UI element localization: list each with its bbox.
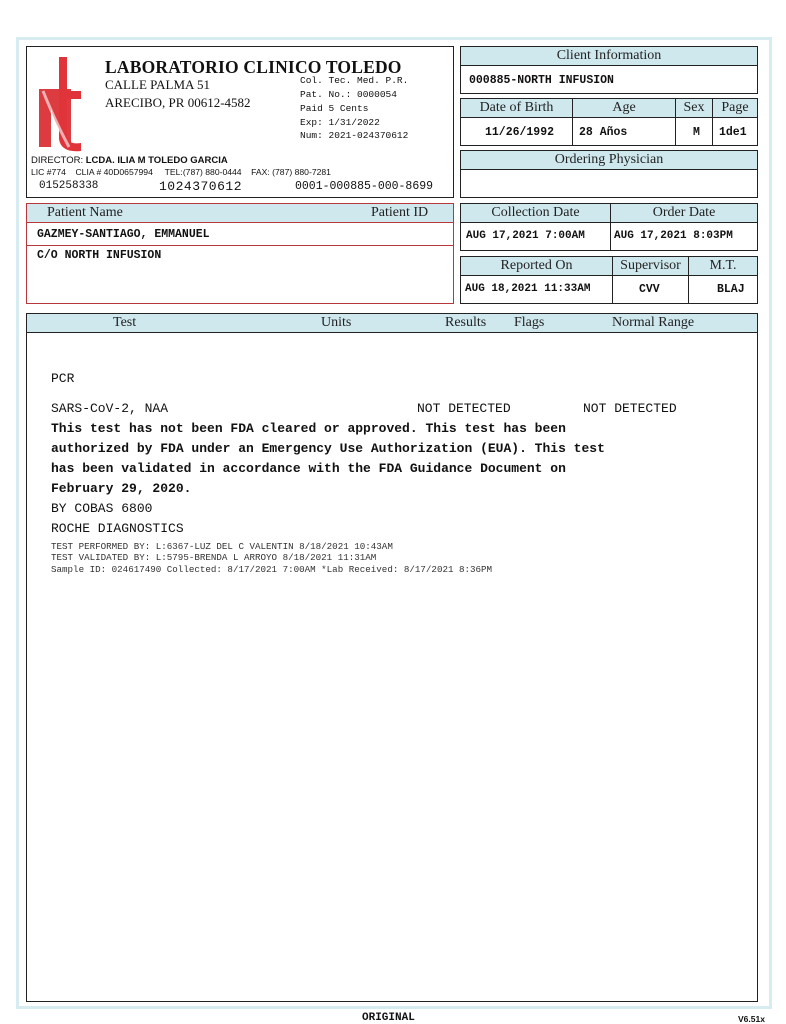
test-result: NOT DETECTED: [417, 401, 511, 416]
demographics-box: [460, 117, 758, 146]
physician-box: [460, 169, 758, 198]
sex-value: M: [693, 126, 700, 139]
reported-on-label: Reported On: [461, 257, 613, 275]
pat-no: Pat. No.: 0000054: [300, 89, 397, 100]
code-1: 015258338: [39, 180, 99, 192]
supervisor-label: Supervisor: [613, 257, 689, 275]
director-label: DIRECTOR:: [31, 155, 84, 166]
page-value: 1de1: [719, 126, 747, 139]
test-name: SARS-CoV-2, NAA: [51, 401, 169, 416]
code-3: 0001-000885-000-8699: [295, 180, 434, 193]
patient-name-label: Patient Name: [47, 205, 123, 220]
patient-divider: [27, 245, 453, 246]
patient-header: [26, 203, 454, 223]
client-info-box: [460, 65, 758, 94]
footer-version: V6.51x: [738, 1014, 765, 1024]
lab-address-line2: ARECIBO, PR 00612-4582: [105, 95, 251, 110]
col-test: Test: [113, 315, 137, 330]
license-line: [31, 167, 331, 177]
dates-header: [460, 203, 758, 223]
note-line-4: February 29, 2020.: [51, 481, 192, 496]
mt-value: BLAJ: [717, 283, 745, 296]
dob-label: Date of Birth: [461, 99, 573, 117]
reported-on-value: AUG 18,2021 11:33AM: [465, 283, 591, 295]
sample-info: Sample ID: 024617490 Collected: 8/17/2021 7:00AM *Lab Received: 8/17/2021 8:36PM: [51, 564, 493, 575]
order-date-label: Order Date: [652, 205, 716, 220]
lab-name: LABORATORIO CLINICO TOLEDO: [105, 57, 402, 77]
section-pcr: PCR: [51, 371, 75, 386]
supervisor-value: CVV: [639, 283, 660, 296]
col-flags: Flags: [514, 315, 545, 330]
tel-number: TEL:(787) 880-0444: [164, 167, 242, 177]
note-line-1: This test has not been FDA cleared or approved. This test has been: [51, 421, 566, 436]
page-label: Page: [721, 100, 749, 115]
age-label: Age: [573, 99, 676, 117]
collection-date-label: Collection Date: [461, 204, 611, 222]
client-info-value: 000885-NORTH INFUSION: [469, 74, 614, 87]
col-tec-label: Col. Tec. Med. P.R.: [300, 75, 409, 86]
director-line: [31, 155, 228, 166]
test-normal-range: NOT DETECTED: [583, 401, 677, 416]
report-header: [460, 256, 758, 276]
collection-date-value: AUG 17,2021 7:00AM: [466, 230, 585, 242]
lab-address-line1: CALLE PALMA 51: [105, 77, 210, 92]
patient-name: GAZMEY-SANTIAGO, EMMANUEL: [37, 228, 210, 241]
col-units: Units: [321, 315, 352, 330]
note-line-2: authorized by FDA under an Emergency Use Authorization (EUA). This test: [51, 441, 605, 456]
note-line-6: ROCHE DIAGNOSTICS: [51, 521, 184, 536]
physician-header: Ordering Physician: [460, 150, 758, 170]
client-info-header: Client Information: [460, 46, 758, 66]
demographics-header: [460, 98, 758, 118]
note-line-3: has been validated in accordance with the FDA Guidance Document on: [51, 461, 566, 476]
paid-cents: Paid 5 Cents: [300, 103, 369, 114]
lic-number: LIC #774: [31, 167, 66, 177]
sex-label: Sex: [676, 99, 713, 117]
patient-box: [26, 222, 454, 304]
col-results: Results: [445, 315, 487, 330]
clia-number: CLIA # 40D0657994: [75, 167, 153, 177]
results-box: [26, 332, 758, 1002]
report-box: [460, 275, 758, 304]
director-name: LCDA. ILIA M TOLEDO GARCIA: [85, 155, 228, 166]
code-2: 1024370612: [159, 179, 243, 194]
num-value: Num: 2021-024370612: [300, 130, 409, 141]
patient-care-of: C/O NORTH INFUSION: [37, 249, 162, 262]
mt-label: M.T.: [709, 258, 737, 273]
exp-date: Exp: 1/31/2022: [300, 117, 380, 128]
age-value: 28 Años: [579, 126, 628, 139]
note-line-5: BY COBAS 6800: [51, 501, 153, 516]
lab-header-box: [26, 46, 454, 198]
fax-number: FAX: (787) 880-7281: [251, 167, 331, 177]
test-performed-by: TEST PERFORMED BY: L:6367-LUZ DEL C VALENTIN 8/18/2021 10:43AM: [51, 541, 393, 552]
results-header: [26, 313, 758, 333]
patient-id-label: Patient ID: [371, 205, 429, 220]
footer-original: ORIGINAL: [362, 1012, 415, 1024]
test-validated-by: TEST VALIDATED BY: L:5795-BRENDA L ARROYO 8/18/2021 11:31AM: [51, 552, 377, 563]
order-date-value: AUG 17,2021 8:03PM: [614, 230, 733, 242]
dates-box: [460, 222, 758, 251]
col-normal-range: Normal Range: [612, 315, 695, 330]
dob-value: 11/26/1992: [485, 126, 555, 139]
lab-logo: [31, 51, 99, 161]
